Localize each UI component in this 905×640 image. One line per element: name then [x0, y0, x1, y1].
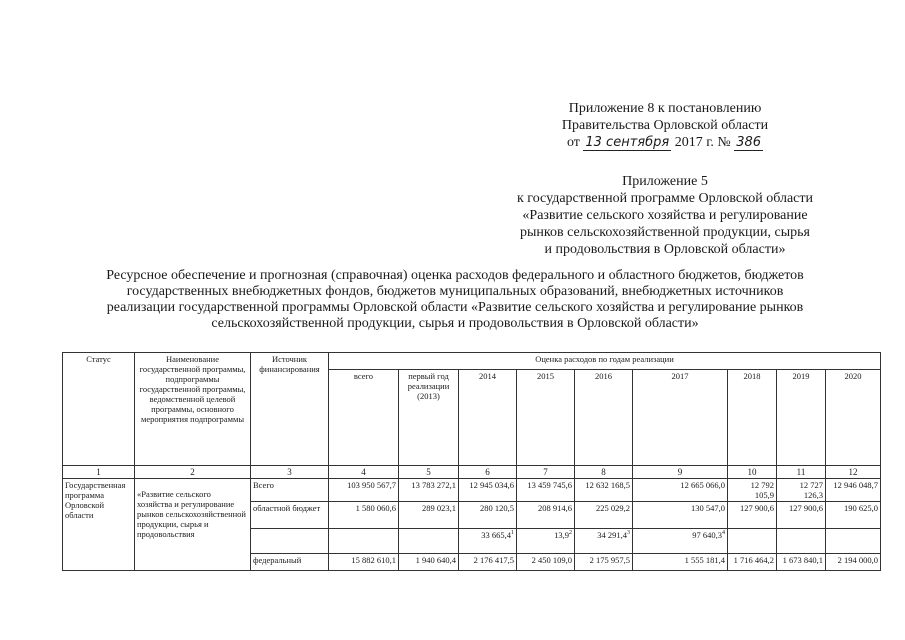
- appendix-5-line3: «Развитие сельского хозяйства и регулирование: [522, 208, 808, 223]
- table-row-total: [63, 479, 881, 502]
- header-year: 2020: [826, 370, 881, 466]
- value-text: 33 665,4: [481, 530, 511, 540]
- value-cell: 12 945 034,6: [459, 479, 517, 502]
- column-number: 1: [63, 466, 135, 479]
- value-cell: 2 176 417,5: [459, 554, 517, 571]
- header-year: 2018: [728, 370, 777, 466]
- value-cell: 1 716 464,2: [728, 554, 777, 571]
- value-cell: 1 940 640,4: [399, 554, 459, 571]
- value-cell: [517, 529, 575, 554]
- column-number: 11: [777, 466, 826, 479]
- appendix-5-line1: Приложение 5: [622, 174, 708, 189]
- title-line3: реализации государственной программы Орловской области «Развитие сельского хозяйства и регулирование рынков: [106, 300, 804, 315]
- column-number: 5: [399, 466, 459, 479]
- header-first-year: первый год реализации (2013): [399, 370, 459, 466]
- status-cell: Государственная программа Орловской области: [63, 479, 135, 571]
- value-cell: 2 194 000,0: [826, 554, 881, 571]
- column-number: 4: [329, 466, 399, 479]
- value-cell: 208 914,6: [517, 502, 575, 529]
- from-label: от: [566, 135, 580, 150]
- appendix-8-header: [520, 100, 810, 151]
- header-status: Статус: [63, 353, 135, 466]
- document-title: [55, 268, 855, 332]
- value-cell: 12 792 105,9: [728, 479, 777, 502]
- handwritten-number: 386: [736, 135, 762, 150]
- handwritten-date: 13 сентября: [585, 135, 670, 150]
- value-cell: [575, 529, 633, 554]
- value-text: 97 640,3: [692, 530, 722, 540]
- source-cell: Всего: [251, 479, 329, 502]
- value-cell: 280 120,5: [459, 502, 517, 529]
- value-cell: 130 547,0: [633, 502, 728, 529]
- value-cell: 103 950 567,7: [329, 479, 399, 502]
- column-number-row: [63, 466, 881, 479]
- column-number: 12: [826, 466, 881, 479]
- header-source: Источник финансирования: [251, 353, 329, 466]
- value-cell: 2 175 957,5: [575, 554, 633, 571]
- source-cell: [251, 529, 329, 554]
- appendix-5-line5: и продовольствия в Орловской области»: [544, 242, 786, 257]
- program-name-cell: «Развитие сельского хозяйства и регулирование рынков сельскохозяйственной продукции, сырья и продовольствия: [135, 479, 251, 571]
- value-cell: 1 580 060,6: [329, 502, 399, 529]
- value-cell: 12 727 126,3: [777, 479, 826, 502]
- appendix-5-line2: к государственной программе Орловской области: [517, 191, 813, 206]
- resource-table: [62, 352, 881, 571]
- value-cell: [399, 529, 459, 554]
- value-cell: 12 946 048,7: [826, 479, 881, 502]
- value-cell: [777, 529, 826, 554]
- header-total: всего: [329, 370, 399, 466]
- title-line2: государственных внебюджетных фондов, бюджетов муниципальных образований, внебюджетных источников: [126, 284, 784, 299]
- column-number: 2: [135, 466, 251, 479]
- column-number: 3: [251, 466, 329, 479]
- header-year: 2016: [575, 370, 633, 466]
- value-cell: 13 783 272,1: [399, 479, 459, 502]
- value-cell: 127 900,6: [728, 502, 777, 529]
- appendix-8-date-line: [520, 134, 810, 151]
- value-cell: 2 450 109,0: [517, 554, 575, 571]
- value-cell: 15 882 610,1: [329, 554, 399, 571]
- value-cell: 1 555 181,4: [633, 554, 728, 571]
- footnote-mark: 4: [722, 530, 725, 537]
- header-estimate: Оценка расходов по годам реализации: [329, 353, 881, 370]
- value-cell: 13 459 745,6: [517, 479, 575, 502]
- footnote-mark: 1: [511, 530, 514, 537]
- appendix-8-line2: Правительства Орловской области: [561, 118, 769, 133]
- source-cell: областной бюджет: [251, 502, 329, 529]
- value-cell: 289 023,1: [399, 502, 459, 529]
- value-text: 34 291,4: [597, 530, 627, 540]
- value-cell: 225 029,2: [575, 502, 633, 529]
- value-cell: [329, 529, 399, 554]
- column-number: 7: [517, 466, 575, 479]
- value-cell: [459, 529, 517, 554]
- column-number: 6: [459, 466, 517, 479]
- value-cell: 12 632 168,5: [575, 479, 633, 502]
- header-name: Наименование государственной программы, подпрограммы государственной программы, ведомственной целевой программы, основного мероприятия подпрограммы: [135, 353, 251, 466]
- header-year: 2017: [633, 370, 728, 466]
- table-header-row-1: [63, 353, 881, 370]
- value-cell: 1 673 840,1: [777, 554, 826, 571]
- value-cell: [633, 529, 728, 554]
- title-line1: Ресурсное обеспечение и прогнозная (справочная) оценка расходов федерального и областного бюджетов, бюджетов: [106, 268, 804, 283]
- value-cell: [728, 529, 777, 554]
- header-year: 2019: [777, 370, 826, 466]
- column-number: 9: [633, 466, 728, 479]
- value-cell: 127 900,6: [777, 502, 826, 529]
- title-line4: сельскохозяйственной продукции, сырья и продовольствия в Орловской области»: [211, 316, 699, 331]
- appendix-5-line4: рынков сельскохозяйственной продукции, сырья: [520, 225, 810, 240]
- column-number: 8: [575, 466, 633, 479]
- value-cell: 12 665 066,0: [633, 479, 728, 502]
- footnote-mark: 2: [569, 530, 572, 537]
- value-text: 13,9: [554, 530, 569, 540]
- header-year: 2014: [459, 370, 517, 466]
- footnote-mark: 3: [627, 530, 630, 537]
- value-cell: [826, 529, 881, 554]
- year-number-label: 2017 г. №: [674, 135, 731, 150]
- value-cell: 190 625,0: [826, 502, 881, 529]
- appendix-5-header: [470, 173, 860, 258]
- header-year: 2015: [517, 370, 575, 466]
- appendix-8-line1: Приложение 8 к постановлению: [568, 101, 762, 116]
- column-number: 10: [728, 466, 777, 479]
- source-cell: федеральный: [251, 554, 329, 571]
